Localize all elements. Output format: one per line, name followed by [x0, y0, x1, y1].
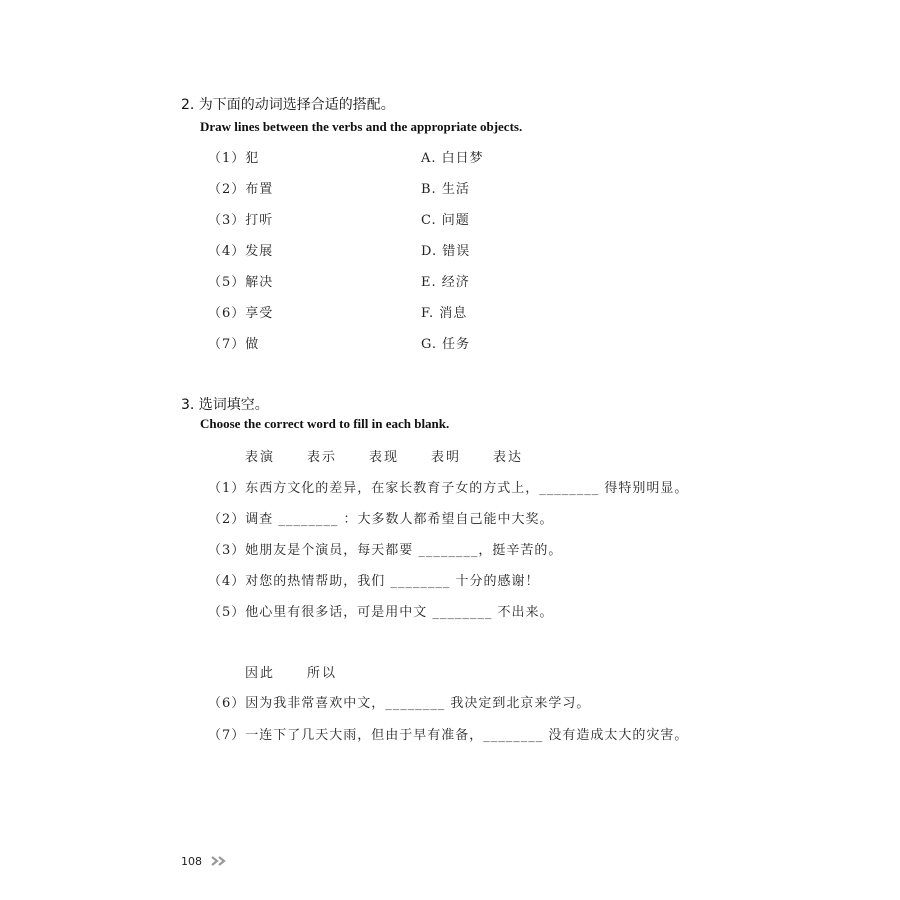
verb-item-4: （4）发展	[208, 244, 274, 259]
verb-item-6: （6）享受	[208, 306, 274, 321]
verb-item-1: （1）犯	[208, 151, 260, 166]
object-item-d: D. 错误	[421, 244, 471, 259]
verb-item-7: （7）做	[208, 337, 260, 352]
section-3-subtitle: Choose the correct word to fill in each blank.	[200, 416, 450, 431]
object-item-a: A. 白日梦	[421, 151, 484, 166]
object-item-f: F. 消息	[421, 306, 468, 321]
fill-sentence-7: （7）一连下了几天大雨，但由于早有准备，________ 没有造成太大的灾害。	[208, 728, 689, 743]
object-item-g: G. 任务	[421, 337, 471, 352]
object-item-c: C. 问题	[421, 213, 470, 228]
word-bank-1-item: 表达	[493, 450, 524, 465]
fill-sentence-1: （1）东西方文化的差异，在家长教育子女的方式上，________ 得特别明显。	[208, 481, 689, 496]
fill-sentence-5: （5）他心里有很多话，可是用中文 ________ 不出来。	[208, 605, 554, 620]
fill-sentence-4: （4）对您的热情帮助，我们 ________ 十分的感谢！	[208, 574, 540, 589]
fill-sentence-3: （3）她朋友是个演员，每天都要 ________，挺辛苦的。	[208, 543, 563, 558]
word-bank-2-item: 所以	[307, 666, 338, 681]
section-3-title: 3. 选词填空。	[181, 397, 269, 413]
page-footer	[181, 850, 231, 870]
page-number: 108	[181, 855, 202, 868]
section-2-title: 2. 为下面的动词选择合适的搭配。	[181, 97, 395, 113]
word-bank-2-item: 因此	[245, 666, 276, 681]
double-chevron-right-icon	[211, 851, 231, 870]
section-2-subtitle: Draw lines between the verbs and the appropriate objects.	[200, 119, 523, 134]
object-item-b: B. 生活	[421, 182, 470, 197]
object-item-e: E. 经济	[421, 275, 470, 290]
fill-sentence-2: （2）调查 ________ ：大多数人都希望自己能中大奖。	[208, 512, 554, 527]
fill-sentence-6: （6）因为我非常喜欢中文，________ 我决定到北京来学习。	[208, 696, 591, 711]
word-bank-1-item: 表现	[369, 450, 400, 465]
verb-item-2: （2）布置	[208, 182, 274, 197]
verb-item-3: （3）打听	[208, 213, 274, 228]
word-bank-1-item: 表演	[245, 450, 276, 465]
verb-item-5: （5）解决	[208, 275, 274, 290]
word-bank-1-item: 表示	[307, 450, 338, 465]
word-bank-1-item: 表明	[431, 450, 462, 465]
